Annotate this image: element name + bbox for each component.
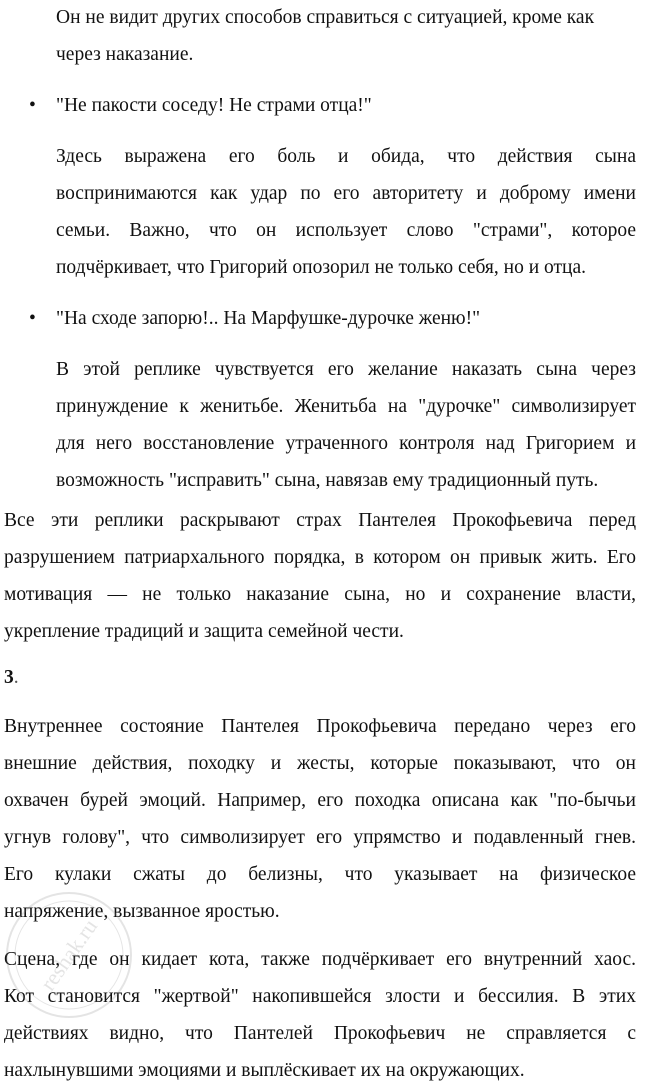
text-line: угнув голову", что символизирует его упрямство и подавленный гнев. — [4, 827, 636, 848]
text-line: внешние действия, походку и жесты, которые показывают, что он — [4, 753, 636, 774]
paragraph — [0, 708, 646, 930]
summary-paragraph — [0, 502, 646, 650]
text-line: семьи. Важно, что он использует слово "страми", которое — [56, 220, 636, 241]
text-line: действиях видно, что Пантелей Прокофьевич не справляется с — [4, 1023, 636, 1044]
bullet-icon: • — [29, 308, 36, 329]
bullet-item — [0, 87, 646, 286]
bullet-commentary — [0, 138, 646, 286]
watermark-text: reshak.ru — [35, 914, 103, 996]
text-line: подчёркивает, что Григорий опозорил не только себя, но и отца. — [56, 257, 586, 278]
text-line: Здесь выражена его боль и обида, что действия сына — [56, 146, 636, 167]
text-line: через наказание. — [56, 44, 194, 65]
bullet-quote-row — [29, 87, 636, 124]
bullet-quote: "Не пакости соседу! Не страми отца!" — [56, 95, 372, 116]
text-line: охвачен бурей эмоций. Например, его походка описана как "по-бычьи — [4, 790, 636, 811]
text-line: возможность "исправить" сына, навязав ему традиционный путь. — [56, 470, 599, 491]
text-line: укрепление традиций и защита семейной чести. — [4, 621, 404, 642]
section-number-digit: 3 — [4, 667, 14, 688]
text-line: Сцена, где он кидает кота, также подчёркивает его внутренний хаос. — [4, 949, 636, 970]
text-line: напряжение, вызванное яростью. — [4, 901, 280, 922]
paragraph — [0, 941, 646, 1089]
bullet-icon: • — [29, 95, 36, 116]
section-number — [4, 659, 646, 696]
text-line: В этой реплике чувствуется его желание наказать сына через — [56, 359, 636, 380]
text-line: воспринимаются как удар по его авторитету и доброму имени — [56, 183, 636, 204]
text-line: разрушением патриархального порядка, в котором он привык жить. Его — [4, 547, 636, 568]
bullet-commentary — [0, 351, 646, 499]
text-line: Все эти реплики раскрывают страх Пантелея Прокофьевича перед — [4, 510, 636, 531]
bullet-quote: "На сходе запорю!.. На Марфушке-дурочке женю!" — [56, 308, 481, 329]
section-number-dot: . — [13, 667, 19, 688]
bullet-item — [0, 300, 646, 499]
text-line: принуждение к женитьбе. Женитьба на "дурочке" символизирует — [56, 396, 636, 417]
text-line: для него восстановление утраченного контроля над Григорием и — [56, 433, 636, 454]
text-line: Внутреннее состояние Пантелея Прокофьевича передано через его — [4, 716, 636, 737]
text-line: мотивация — не только наказание сына, но и сохранение власти, — [4, 584, 636, 605]
text-line: Он не видит других способов справиться с ситуацией, кроме как — [56, 7, 595, 28]
text-line: Кот становится "жертвой" накопившейся злости и бессилия. В этих — [4, 986, 636, 1007]
text-line: нахлынувшими эмоциями и выплёскивает их на окружающих. — [4, 1060, 525, 1081]
continuation-block — [0, 0, 646, 73]
bullet-quote-row — [29, 300, 636, 337]
text-line: Его кулаки сжаты до белизны, что указывает на физическое — [4, 864, 636, 885]
